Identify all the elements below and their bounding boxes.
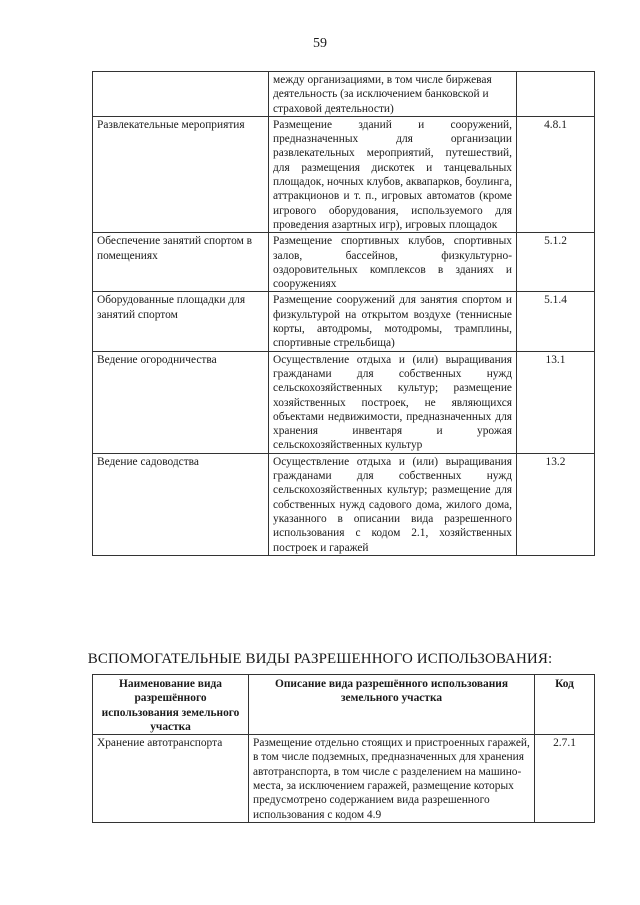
use-description-cell: между организациями, в том числе биржевая деятельность (за исключением банковской и страховой деятельности)	[269, 72, 517, 117]
use-name-cell: Обеспечение занятий спортом в помещениях	[93, 233, 269, 292]
use-name-cell: Хранение автотранспорта	[93, 735, 249, 823]
column-header-name: Наименование вида разрешённого использования земельного участка	[93, 675, 249, 735]
table-row	[93, 351, 595, 453]
use-code-cell: 2.7.1	[535, 735, 595, 823]
table-row	[93, 72, 595, 117]
auxiliary-use-table	[92, 674, 595, 823]
table-row	[93, 453, 595, 555]
section-heading: ВСПОМОГАТЕЛЬНЫЕ ВИДЫ РАЗРЕШЕННОГО ИСПОЛЬЗОВАНИЯ:	[87, 651, 553, 667]
use-code-cell	[517, 72, 595, 117]
use-description-cell: Осуществление отдыха и (или) выращивания гражданами для собственных нужд сельскохозяйственных культур; размещение хозяйственных построек, не являющихся объектами недвижимости, предназначенных для хранения инвентаря и урожая сельскохозяйственных культур	[269, 351, 517, 453]
page-number: 59	[313, 36, 327, 51]
use-name-cell: Развлекательные мероприятия	[93, 116, 269, 232]
use-description-cell: Размещение спортивных клубов, спортивных залов, бассейнов, физкультурно-оздоровительных комплексов в зданиях и сооружениях	[269, 233, 517, 292]
column-header-description: Описание вида разрешённого использования земельного участка	[249, 675, 535, 735]
column-header-code: Код	[535, 675, 595, 735]
table-row	[93, 735, 595, 823]
table-row	[93, 292, 595, 351]
table-header-row	[93, 675, 595, 735]
use-code-cell: 4.8.1	[517, 116, 595, 232]
use-code-cell: 13.1	[517, 351, 595, 453]
use-description-cell: Размещение зданий и сооружений, предназначенных для организации развлекательных мероприятий, путешествий, для размещения дискотек и танцевальных площадок, ночных клубов, аквапарков, боулинга, аттракционов и т. п., игровых автоматов (кроме игрового оборудования, используемого для проведения азартных игр), игровых площадок	[269, 116, 517, 232]
use-name-cell: Ведение садоводства	[93, 453, 269, 555]
use-code-cell: 5.1.2	[517, 233, 595, 292]
use-description-cell: Размещение сооружений для занятия спортом и физкультурой на открытом воздухе (теннисные корты, автодромы, мотодромы, трамплины, спортивные стрельбища)	[269, 292, 517, 351]
use-name-cell	[93, 72, 269, 117]
table-row	[93, 116, 595, 232]
table-row	[93, 233, 595, 292]
use-code-cell: 5.1.4	[517, 292, 595, 351]
permitted-use-table	[92, 71, 595, 556]
use-code-cell: 13.2	[517, 453, 595, 555]
use-description-cell: Осуществление отдыха и (или) выращивания гражданами для собственных нужд сельскохозяйственных культур; размещение для собственных нужд садового дома, жилого дома, указанного в описании вида разрешенного использования с кодом 2.1, хозяйственных построек и гаражей	[269, 453, 517, 555]
use-description-cell: Размещение отдельно стоящих и пристроенных гаражей, в том числе подземных, предназначенных для хранения автотранспорта, в том числе с разделением на машино-места, за исключением гаражей, размещение которых предусмотрено содержанием вида разрешенного использования с кодом 4.9	[249, 735, 535, 823]
use-name-cell: Оборудованные площадки для занятий спортом	[93, 292, 269, 351]
use-name-cell: Ведение огородничества	[93, 351, 269, 453]
